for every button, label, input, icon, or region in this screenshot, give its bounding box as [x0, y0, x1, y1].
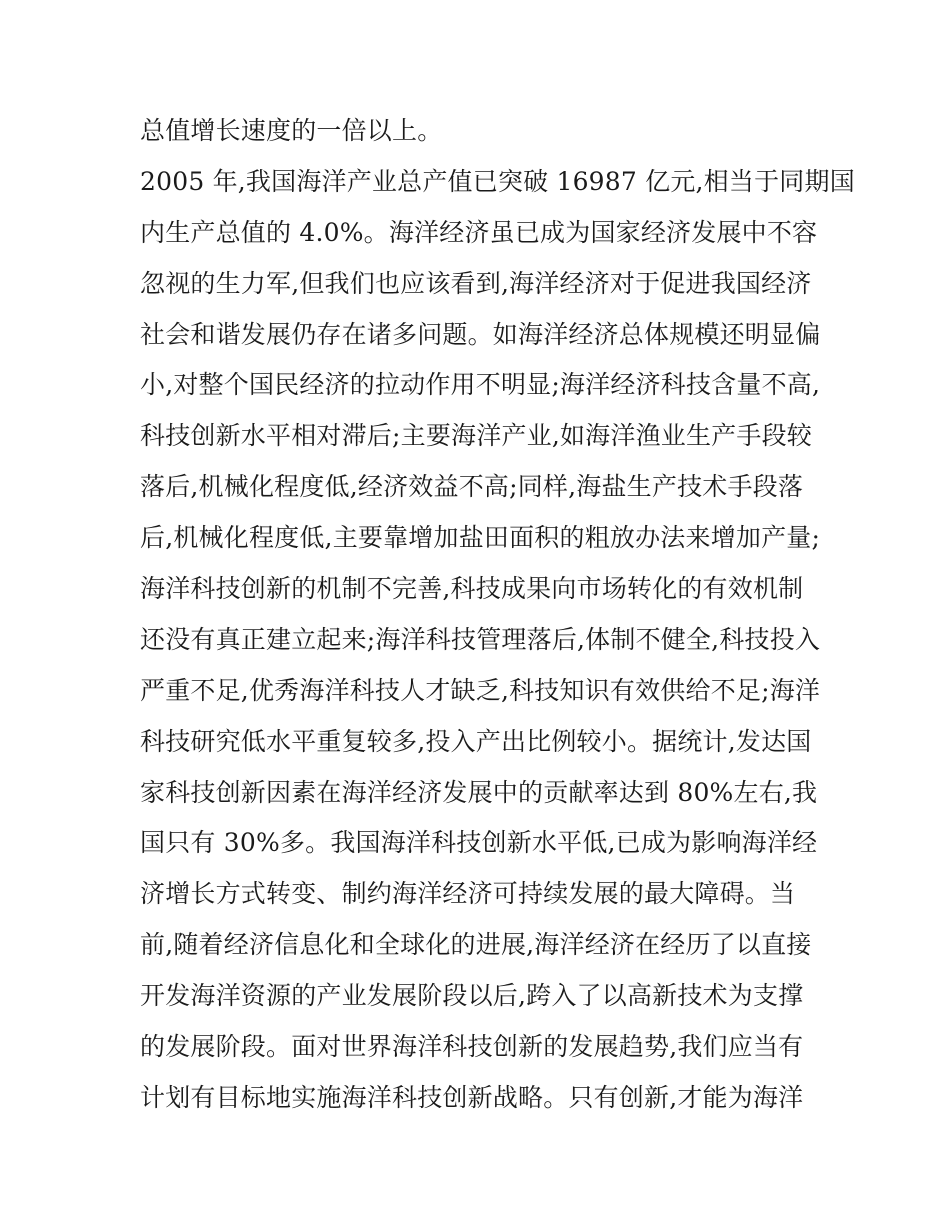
text-line: 计划有目标地实施海洋科技创新战略。只有创新,才能为海洋 — [140, 1082, 804, 1112]
text-line: 内生产总值的 4.0%。海洋经济虽已成为国家经济发展中不容 — [140, 217, 818, 247]
text-line: 科技创新水平相对滞后;主要海洋产业,如海洋渔业生产手段较 — [140, 421, 812, 451]
text-line: 的发展阶段。面对世界海洋科技创新的发展趋势,我们应当有 — [140, 1032, 804, 1062]
text-line: 2005 年,我国海洋产业总产值已突破 16987 亿元,相当于同期国 — [140, 166, 855, 196]
text-line: 总值增长速度的一倍以上。 — [140, 116, 443, 145]
text-line: 国只有 30%多。我国海洋科技创新水平低,已成为影响海洋经 — [140, 828, 818, 858]
text-line: 开发海洋资源的产业发展阶段以后,跨入了以高新技术为支撑 — [140, 981, 804, 1011]
body-text — [140, 106, 855, 1124]
text-line: 海洋科技创新的机制不完善,科技成果向市场转化的有效机制 — [140, 574, 804, 604]
text-line: 济增长方式转变、制约海洋经济可持续发展的最大障碍。当 — [140, 879, 796, 909]
text-line: 社会和谐发展仍存在诸多问题。如海洋经济总体规模还明显偏 — [140, 319, 821, 349]
text-line: 严重不足,优秀海洋科技人才缺乏,科技知识有效供给不足;海洋 — [140, 675, 821, 705]
text-line: 前,随着经济信息化和全球化的进展,海洋经济在经历了以直接 — [140, 930, 812, 960]
text-line: 科技研究低水平重复较多,投入产出比例较小。据统计,发达国 — [140, 726, 812, 756]
text-line: 落后,机械化程度低,经济效益不高;同样,海盐生产技术手段落 — [140, 472, 804, 502]
text-line: 后,机械化程度低,主要靠增加盐田面积的粗放办法来增加产量; — [140, 523, 821, 553]
text-line: 小,对整个国民经济的拉动作用不明显;海洋经济科技含量不高, — [140, 370, 821, 400]
text-line: 家科技创新因素在海洋经济发展中的贡献率达到 80%左右,我 — [140, 777, 818, 807]
text-line: 忽视的生力军,但我们也应该看到,海洋经济对于促进我国经济 — [140, 268, 812, 298]
text-line: 还没有真正建立起来;海洋科技管理落后,体制不健全,科技投入 — [140, 624, 821, 654]
